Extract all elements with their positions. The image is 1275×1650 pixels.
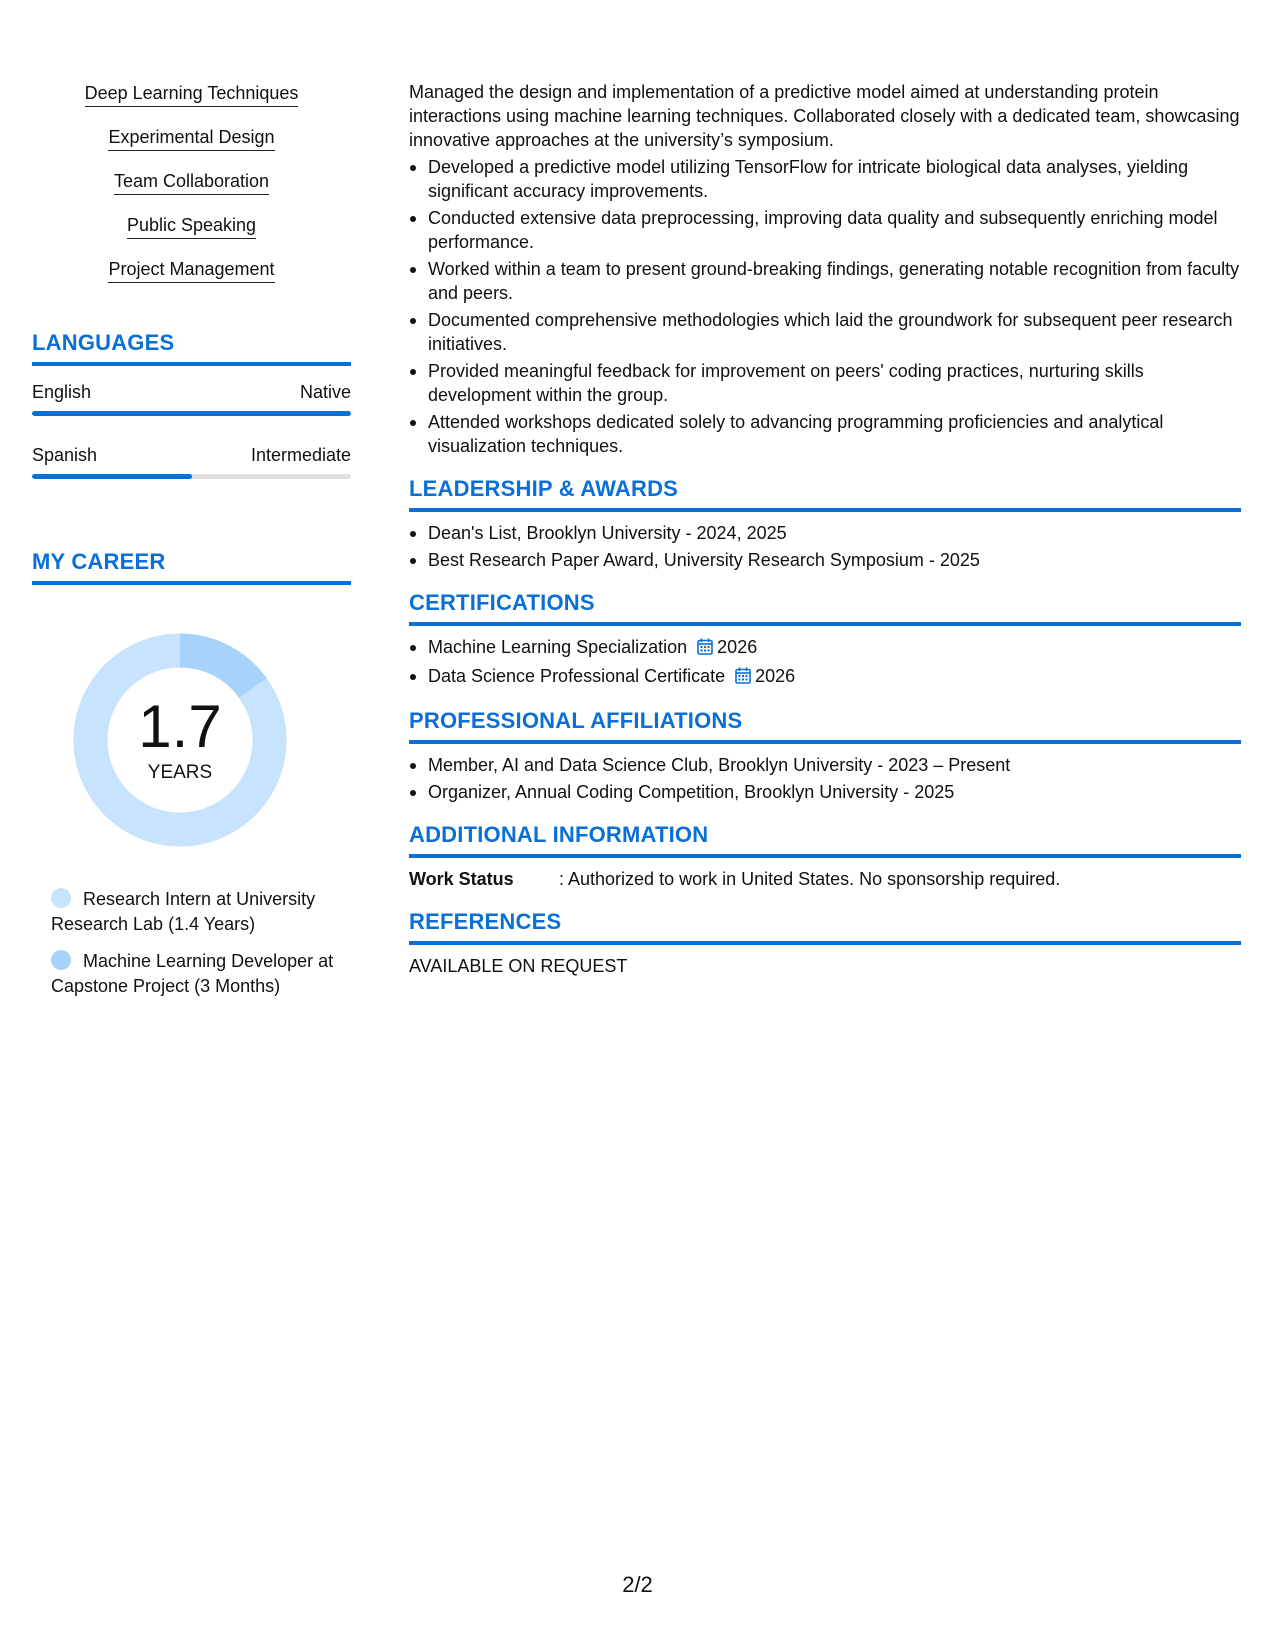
legend-dot xyxy=(51,950,71,970)
project-description: Managed the design and implementation of a predictive model aimed at understanding protein interactions using machine learning techniques. Collaborated closely with a dedicated team, showcasing innovative approaches at the university’s symposium. xyxy=(409,82,1240,150)
language-proficiency-fill xyxy=(32,474,192,479)
list-item: Member, AI and Data Science Club, Brooklyn University - 2023 – Present xyxy=(409,753,1241,777)
list-item: Organizer, Annual Coding Competition, Brooklyn University - 2025 xyxy=(409,780,1241,804)
career-donut-chart xyxy=(67,627,293,853)
certification-year: 2026 xyxy=(717,637,758,657)
career-total-unit: YEARS xyxy=(147,762,213,783)
legend-label: Machine Learning Developer at Capstone Project (3 Months) xyxy=(51,951,334,996)
language-level: Intermediate xyxy=(250,445,351,465)
list-item: Worked within a team to present ground-breaking findings, generating notable recognition from faculty and peers. xyxy=(409,257,1241,305)
affiliations-heading: PROFESSIONAL AFFILIATIONS xyxy=(409,708,1241,744)
skills-list xyxy=(32,82,351,302)
legend-label: Research Intern at University Research Lab (1.4 Years) xyxy=(51,889,316,934)
work-status-label: Work Status xyxy=(409,869,514,889)
page-number: 2/2 xyxy=(622,1572,653,1597)
calendar-icon xyxy=(735,666,751,690)
leadership-heading: LEADERSHIP & AWARDS xyxy=(409,476,1241,512)
sidebar xyxy=(32,82,351,1011)
list-item: Dean's List, Brooklyn University - 2024, 2025 xyxy=(409,521,1241,545)
project-bullets xyxy=(409,155,1241,458)
language-proficiency-bar xyxy=(32,474,351,479)
calendar-icon xyxy=(697,637,713,661)
career-heading: MY CAREER xyxy=(32,549,351,585)
career-legend-item xyxy=(51,949,341,999)
language-name: Spanish xyxy=(32,445,98,465)
certification-name: Machine Learning Specialization xyxy=(428,637,688,657)
work-status-row xyxy=(409,867,1241,891)
affiliations-list xyxy=(409,753,1241,804)
skill-item: Experimental Design xyxy=(108,126,274,151)
languages-heading: LANGUAGES xyxy=(32,330,351,366)
skill-item: Team Collaboration xyxy=(114,170,269,195)
list-item: Conducted extensive data preprocessing, improving data quality and subsequently enriching model performance. xyxy=(409,206,1241,254)
career-total-years: 1.7 xyxy=(138,693,222,760)
list-item: Attended workshops dedicated solely to advancing programming proficiencies and analytical visualization techniques. xyxy=(409,410,1241,458)
main-content xyxy=(409,80,1241,978)
language-proficiency-fill xyxy=(32,411,351,416)
certification-year: 2026 xyxy=(755,666,796,686)
skill-item: Project Management xyxy=(108,258,274,283)
career-legend xyxy=(32,887,351,999)
additional-info-heading: ADDITIONAL INFORMATION xyxy=(409,822,1241,858)
leadership-list xyxy=(409,521,1241,572)
language-item-english xyxy=(32,381,351,416)
list-item: Documented comprehensive methodologies which laid the groundwork for subsequent peer research initiatives. xyxy=(409,308,1241,356)
legend-dot xyxy=(51,888,71,908)
work-status-value: : Authorized to work in United States. No sponsorship required. xyxy=(559,869,1061,889)
skill-item: Public Speaking xyxy=(127,214,256,239)
list-item xyxy=(409,664,1241,690)
list-item: Best Research Paper Award, University Research Symposium - 2025 xyxy=(409,548,1241,572)
language-item-spanish xyxy=(32,444,351,479)
list-item: Provided meaningful feedback for improvement on peers' coding practices, nurturing skills development within the group. xyxy=(409,359,1241,407)
language-proficiency-bar xyxy=(32,411,351,416)
list-item: Developed a predictive model utilizing TensorFlow for intricate biological data analyses, yielding significant accuracy improvements. xyxy=(409,155,1241,203)
career-legend-item xyxy=(51,887,341,937)
language-level: Native xyxy=(299,382,351,402)
certifications-list xyxy=(409,635,1241,690)
references-heading: REFERENCES xyxy=(409,909,1241,945)
certifications-heading: CERTIFICATIONS xyxy=(409,590,1241,626)
language-name: English xyxy=(32,382,92,402)
list-item xyxy=(409,635,1241,661)
references-text: AVAILABLE ON REQUEST xyxy=(409,956,628,976)
certification-name: Data Science Professional Certificate xyxy=(428,666,726,686)
skill-item: Deep Learning Techniques xyxy=(85,82,299,107)
